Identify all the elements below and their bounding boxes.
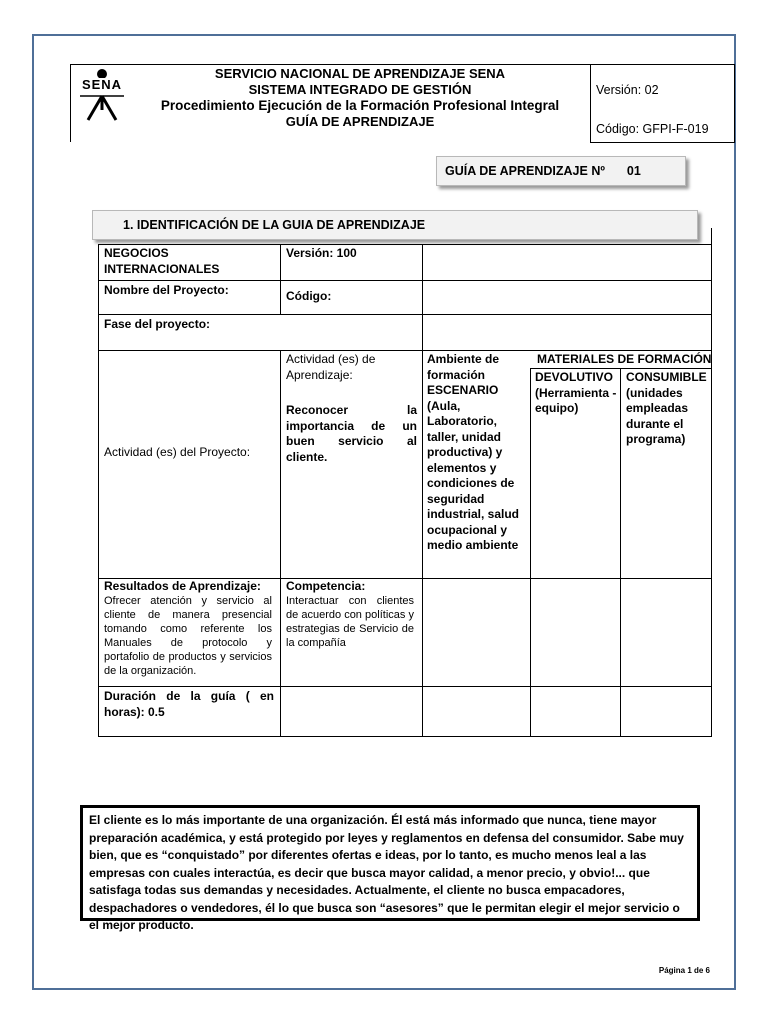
table-rule bbox=[280, 244, 281, 314]
section-1-title: 1. IDENTIFICACIÓN DE LA GUIA DE APRENDIZAJE bbox=[123, 218, 426, 232]
materials-header: MATERIALES DE FORMACIÓN bbox=[537, 352, 712, 366]
page-number: Página 1 de 6 bbox=[658, 966, 710, 975]
table-rule bbox=[98, 244, 712, 245]
table-rule bbox=[280, 350, 281, 736]
guide-duration: Duración de la guía ( en horas): 0.5 bbox=[104, 689, 274, 719]
materials-devolutivo: DEVOLUTIVO (Herramienta - equipo) bbox=[535, 370, 617, 415]
project-name-label: Nombre del Proyecto: bbox=[104, 283, 229, 297]
program-version: Versión: 100 bbox=[286, 246, 357, 260]
table-rule bbox=[422, 244, 423, 736]
learning-activity-label: Actividad (es) de Aprendizaje: bbox=[286, 352, 376, 382]
header-right-rule bbox=[734, 64, 735, 142]
header-title bbox=[130, 66, 590, 130]
table-rule bbox=[98, 350, 712, 351]
table-rule bbox=[98, 314, 712, 315]
header-divider bbox=[590, 64, 591, 142]
competence-label: Competencia: bbox=[286, 579, 366, 593]
header-top-rule bbox=[70, 64, 734, 65]
header-title-line: SISTEMA INTEGRADO DE GESTIÓN bbox=[248, 82, 472, 97]
program-name: NEGOCIOS INTERNACIONALES bbox=[104, 246, 220, 276]
guia-number: 01 bbox=[626, 164, 641, 178]
section-1-header bbox=[92, 210, 698, 240]
header-title-line: SERVICIO NACIONAL DE APRENDIZAJE SENA bbox=[214, 66, 506, 81]
table-rule bbox=[98, 244, 99, 736]
table-rule bbox=[620, 368, 621, 736]
environment-text: Ambiente de formación ESCENARIO (Aula, Laboratorio, taller, unidad productiva) y elementos y condiciones de seguridad industrial, salud ocupacional y medio ambiente bbox=[427, 352, 520, 552]
project-phase-label: Fase del proyecto: bbox=[104, 317, 211, 331]
table-rule bbox=[711, 228, 712, 736]
logo-text: SENA bbox=[76, 78, 128, 91]
header-code: Código: GFPI-F-019 bbox=[596, 122, 709, 136]
learning-activity-text: Reconocer la importancia de un buen servicio al cliente. bbox=[286, 403, 417, 464]
intro-quote-box: El cliente es lo más importante de una organización. Él está más informado que nunca, tiene mayor preparación académica, y está protegido por leyes y reglamentos en defensa del consumidor. Sabe muy bien, que es “conquistado” por diferentes ofertas e ideas, por lo tanto, es mucho menos leal a las empresas con cuales interactúa, es decir que busca mayor calidad, a menor precio, y obvio!... que satisfaga todas sus demandas y necesidades. Actualmente, el cliente no busca empacadores, despachadores o vendedores, él lo que busca son “asesores” que le permitan elegir el mejor servicio o el mejor producto. bbox=[80, 805, 700, 921]
table-rule bbox=[98, 280, 712, 281]
guia-number-box bbox=[436, 156, 686, 186]
header-title-line: GUÍA DE APRENDIZAJE bbox=[285, 114, 435, 129]
guia-label: GUÍA DE APRENDIZAJE Nº bbox=[445, 164, 605, 178]
table-rule bbox=[98, 736, 712, 737]
table-rule bbox=[530, 368, 531, 736]
table-rule bbox=[530, 368, 712, 369]
competence-text: Interactuar con clientes de acuerdo con políticas y estrategias de Servicio de la compañía bbox=[286, 595, 414, 649]
header-title-line: Procedimiento Ejecución de la Formación Profesional Integral bbox=[160, 98, 560, 113]
header-version: Versión: 02 bbox=[596, 83, 659, 97]
sena-logo-icon bbox=[76, 66, 128, 126]
materials-consumible: CONSUMIBLE (unidades empleadas durante el programa) bbox=[626, 370, 707, 446]
project-code-label: Código: bbox=[286, 289, 332, 303]
learning-results-text: Ofrecer atención y servicio al cliente de manera presencial tomando como referente los Manuales de protocolo y portafolio de productos y servicios de la organización. bbox=[104, 595, 272, 677]
learning-results-label: Resultados de Aprendizaje: bbox=[104, 579, 261, 593]
header-bottom-rule bbox=[590, 142, 735, 143]
project-activity-label: Actividad (es) del Proyecto: bbox=[104, 445, 251, 459]
header-left-rule bbox=[70, 64, 71, 142]
